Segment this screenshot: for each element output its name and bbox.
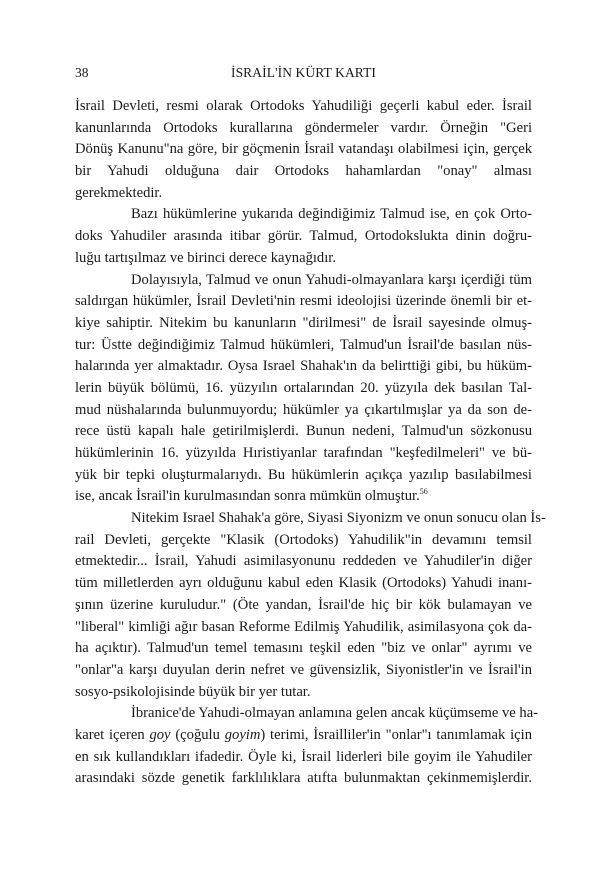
- text-line: [75, 747, 532, 769]
- text-line: Bazı hükümlerine yukarıda değindiğimiz Talmud ise, en çok Orto-: [131, 206, 532, 223]
- paragraph-2: [75, 204, 532, 269]
- text-line: [75, 703, 539, 725]
- text-line: doks Yahudiler arasında itibar görür. Talmud, Ortodokslukta dinin doğru-: [75, 228, 532, 245]
- paragraph-5: [75, 703, 539, 790]
- text-line: [75, 725, 532, 747]
- text-line: bir Yahudi olduğuna dair Ortodoks hahamlardan "onay" alması: [75, 163, 532, 180]
- text-line: [75, 768, 532, 790]
- text-line: ha açıktır). Talmud'un temel temasını teşkil eden "biz ve onlar" ayrımı ve: [75, 640, 532, 657]
- text-line: hükümlerinin 16. yüzyılda Hıristiyanlar tarafından "keşfedilmeleri" ve bü-: [75, 445, 532, 461]
- text-line: gerekmektedir.: [75, 184, 163, 201]
- running-header: [75, 62, 532, 84]
- text-line: saldırgan hükümler, İsrail Devleti'nin resmi ideolojisi üzerinde önemli bir et-: [75, 293, 532, 310]
- text-segment: (çoğulu: [170, 726, 225, 743]
- book-page: [75, 62, 546, 790]
- text-segment: İbranice'de Yahudi-olmayan anlamına gelen ancak küçümseme ve ha-: [131, 705, 539, 722]
- footnote-reference[interactable]: 56: [419, 487, 428, 497]
- text-line: "liberal" kimliği ağır basan Reforme Edilmiş Yahudilik, asimilasyona çok da-: [75, 618, 532, 635]
- italic-term: goyim: [224, 726, 261, 743]
- text-line: sosyo-psikolojisinde büyük bir yer tutar.: [75, 683, 311, 700]
- text-line: ise, ancak İsrail'in kurulmasından sonra mümkün olmuştur.: [75, 488, 420, 505]
- text-line: Dönüş Kanunu"na göre, bir göçmenin İsrail vatandaşı olabilmesi için, gerçek: [75, 141, 532, 158]
- paragraph-3: [75, 270, 532, 509]
- text-line-with-footnote: [75, 486, 532, 508]
- text-line: etmektedir... İsrail, Yahudi asimilasyonunu reddeden ve Yahudiler'in diğer: [75, 553, 532, 570]
- text-line: kiye sahiptir. Nitekim bu kanunların "dirilmesi" de İsrail sayesinde olmuş-: [75, 314, 532, 331]
- text-line: mud nüshalarında bulunmuyordu; hükümler ya çıkartılmışlar ya da son de-: [75, 401, 532, 418]
- text-line: rail Devleti, gerçekte "Klasik (Ortodoks) Yahudilik"in devamını temsil: [75, 531, 532, 548]
- italic-term: goy: [149, 726, 171, 743]
- text-line: tur: Üstte değindiğimiz Talmud hükümleri, Talmud'un İsrail'de basılan nüs-: [75, 336, 532, 353]
- body-text: [75, 96, 546, 790]
- text-line: "onlar"a karşı duyulan derin nefret ve güvensizlik, Siyonistler'in ve İsrail'in: [75, 661, 532, 678]
- running-title: İSRAİL'İN KÜRT KARTI: [230, 65, 377, 80]
- paragraph-4: [75, 508, 546, 703]
- text-line: tüm milletlerden ayrı olduğunu kabul eden Klasik (Ortodoks) Yahudi inanı-: [75, 575, 532, 592]
- text-segment: karet içeren: [75, 726, 150, 743]
- text-segment: ) terimi, İsrailliler'in "onlar"ı tanımlamak için: [260, 726, 532, 743]
- text-line: rece üstü kapalı hale getirilmişlerdi. Bunun nedeni, Talmud'un sözkonusu: [75, 423, 532, 440]
- text-line: şının üzerine kuruludur." (Öte yandan, İsrail'de hiç bir kök bulamayan ve: [75, 596, 532, 613]
- paragraph-1: [75, 96, 532, 204]
- text-line: Nitekim Israel Shahak'a göre, Siyasi Siyonizm ve onun sonucu olan İs-: [131, 510, 546, 527]
- text-line: luğu tartışılmaz ve birinci derece kaynağıdır.: [75, 249, 336, 266]
- text-segment: arasındaki sözde genetik farklılıklara atıfta bulunmaktan çekinmemişlerdir.: [75, 770, 532, 787]
- text-line: kanunlarında Ortodoks kurallarına göndermeler vardır. Örneğin "Geri: [75, 119, 532, 136]
- text-line: yük bir tepki oluşturmalarıydı. Bu hükümlerin açıkça yazılıp basılabilmesi: [75, 466, 532, 483]
- text-segment: en sık kullandıkları ifadedir. Öyle ki, İsrail liderleri bile goyim ile Yahudiler: [75, 748, 532, 765]
- page-number: 38: [75, 65, 89, 80]
- text-line: lerin büyük bölümü, 16. yüzyılın ortalarından 20. yüzyıla dek basılan Tal-: [75, 379, 532, 396]
- text-line: halarında yer almaktadır. Oysa Israel Shahak'ın da belirttiği gibi, bu hüküm-: [75, 358, 532, 375]
- text-line: Dolayısıyla, Talmud ve onun Yahudi-olmayanlara karşı içerdiği tüm: [131, 271, 532, 288]
- text-line: İsrail Devleti, resmi olarak Ortodoks Yahudiliği geçerli kabul eder. İsrail: [75, 98, 532, 114]
